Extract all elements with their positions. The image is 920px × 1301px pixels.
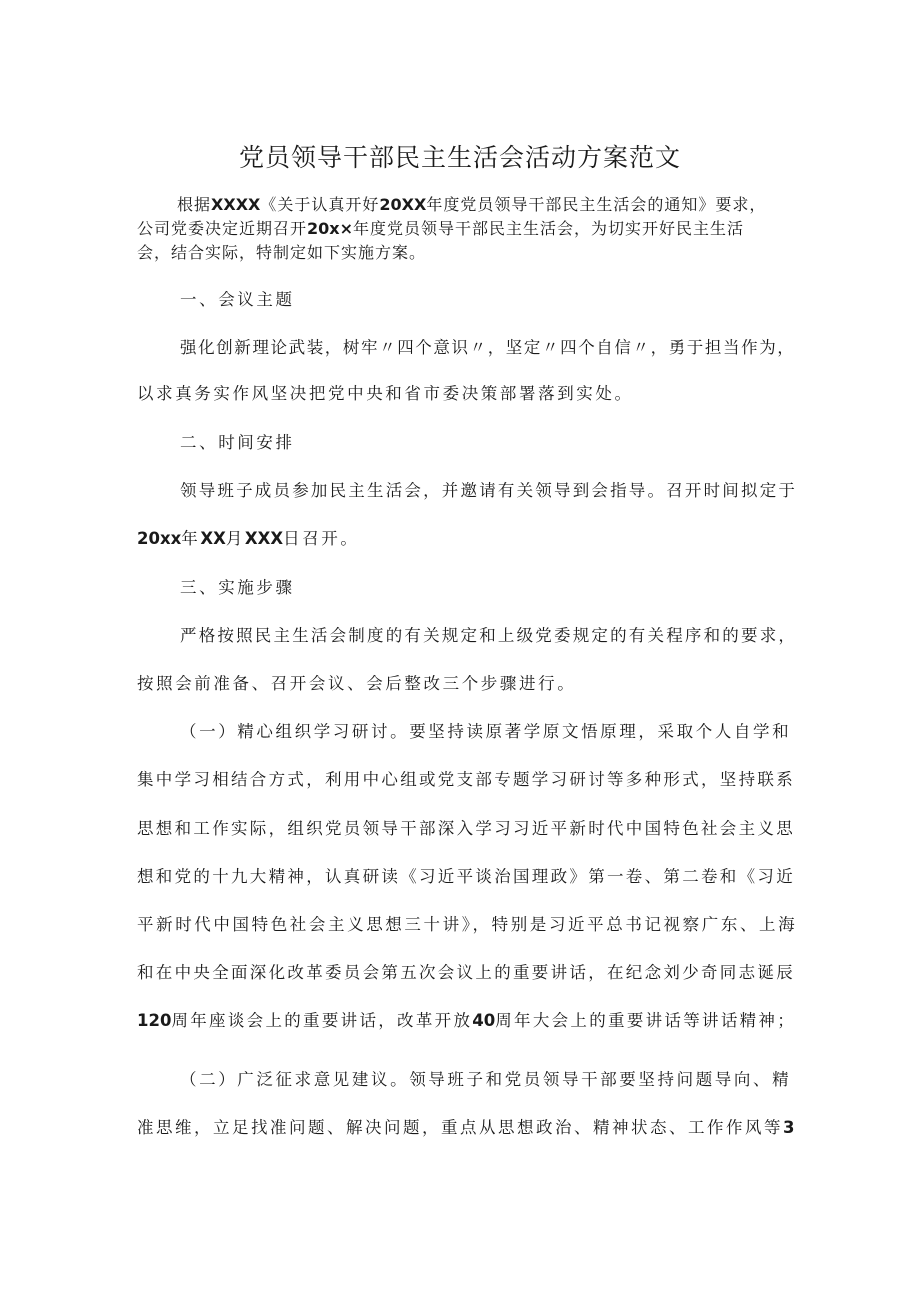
intro-line-3: 会，结合实际，特制定如下实施方案。 bbox=[137, 243, 427, 262]
section-heading-3: 三、实施步骤 bbox=[180, 578, 295, 597]
body-line: （一）精心组织学习研讨。要坚持读原著学原文悟原理，采取个人自学和 bbox=[180, 722, 792, 741]
intro-paragraph bbox=[137, 193, 797, 265]
body-line: 平新时代中国特色社会主义思想三十讲》，特别是习近平总书记视察广东、上海 bbox=[137, 915, 798, 934]
body-line: 领导班子成员参加民主生活会，并邀请有关领导到会指导。召开时间拟定于 bbox=[180, 481, 798, 500]
body-line: 严格按照民主生活会制度的有关规定和上级党委规定的有关程序和的要求， bbox=[180, 626, 798, 645]
body-line: 20xx年XX月XXX日召开。 bbox=[137, 529, 360, 548]
body-line: 强化创新理论武装，树牢〃四个意识〃，坚定〃四个自信〃，勇于担当作为， bbox=[180, 338, 796, 357]
document-title: 党员领导干部民主生活会活动方案范文 bbox=[238, 143, 681, 172]
body-line: 以求真务实作风坚决把党中央和省市委决策部署落到实处。 bbox=[137, 384, 634, 403]
intro-line-2: 公司党委决定近期召开20x×年度党员领导干部民主生活会，为切实开好民主生活 bbox=[137, 219, 745, 238]
body-line: 准思维，立足找准问题、解决问题，重点从思想政治、精神状态、工作作风等3 bbox=[137, 1118, 795, 1137]
body-line: 集中学习相结合方式，利用中心组或党支部专题学习研讨等多种形式，坚持联系 bbox=[137, 770, 795, 789]
section-heading-2: 二、时间安排 bbox=[180, 433, 295, 452]
body-line: 思想和工作实际，组织党员领导干部深入学习习近平新时代中国特色社会主义思 bbox=[137, 819, 795, 838]
body-line: （二）广泛征求意见建议。领导班子和党员领导干部要坚持问题导向、精 bbox=[180, 1070, 792, 1089]
body-line: 和在中央全面深化改革委员会第五次会议上的重要讲话，在纪念刘少奇同志诞辰 bbox=[137, 963, 795, 982]
body-line: 120周年座谈会上的重要讲话，改革开放40周年大会上的重要讲话等讲话精神； bbox=[137, 1011, 797, 1030]
body-line: 按照会前准备、召开会议、会后整改三个步骤进行。 bbox=[137, 674, 577, 693]
section-heading-1: 一、会议主题 bbox=[180, 290, 295, 309]
intro-line-1: 根据XXXX《关于认真开好20XX年度党员领导干部民主生活会的通知》要求， bbox=[177, 195, 767, 214]
body-line: 想和党的十九大精神，认真研读《习近平谈治国理政》第一卷、第二卷和《习近 bbox=[137, 867, 795, 886]
